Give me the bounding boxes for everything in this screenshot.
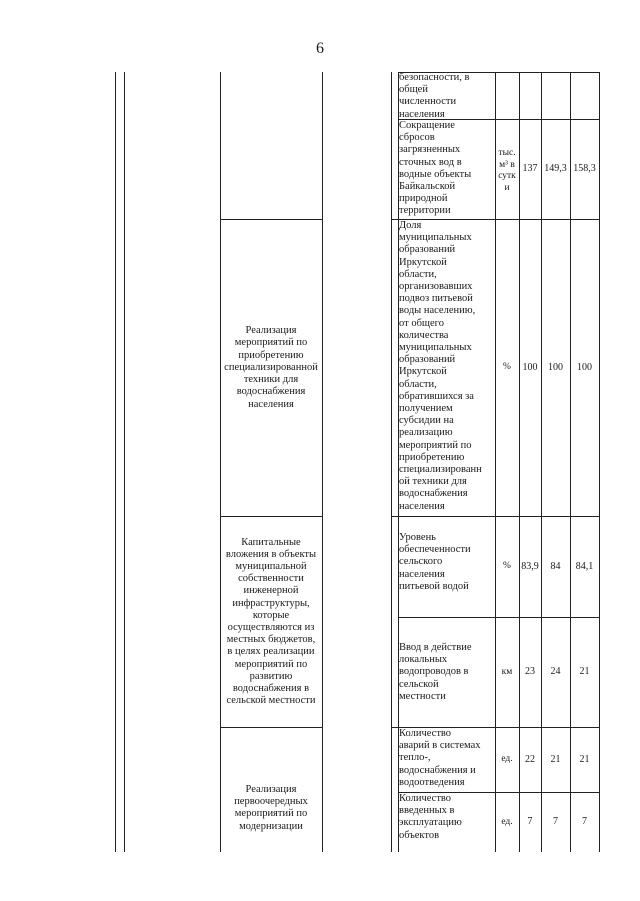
activity-cell: Реализация мероприятий по приобретению специализированной техники для водоснабжения населения xyxy=(224,325,318,410)
indicators-table xyxy=(115,72,599,852)
value-cell: 21 xyxy=(550,753,561,765)
activity-cell: Капитальные вложения в объекты муниципальной собственности инженерной инфраструктуры, которые осуществляются из местных бюджетов, в целях реализации мероприятий по развитию водоснабжения в сельской местности xyxy=(225,536,317,707)
indicator-name: безопасности, в общей численности населения xyxy=(399,72,470,120)
value-cell: 83,9 xyxy=(521,560,539,572)
value-cell: 84,1 xyxy=(575,560,594,572)
value-cell: 149,3 xyxy=(544,163,567,175)
unit-cell: км xyxy=(501,666,513,677)
value-cell: 22 xyxy=(525,753,535,765)
value-cell: 158,3 xyxy=(573,163,596,175)
value-cell: 7 xyxy=(527,816,533,828)
value-cell: 21 xyxy=(579,666,590,678)
unit-cell: ед. xyxy=(501,816,513,827)
indicator-name: Уровень обеспеченности сельского населения питьевой водой xyxy=(399,532,471,592)
activity-cell: Реализация первоочередных мероприятий по модернизации xyxy=(234,784,308,832)
value-cell: 100 xyxy=(522,361,538,373)
indicator-name: Количество введенных в эксплуатацию объектов xyxy=(399,793,462,841)
unit-cell: тыс. м³ в сутк и xyxy=(498,148,516,193)
unit-cell: ед. xyxy=(501,754,513,765)
value-cell: 23 xyxy=(525,666,535,678)
value-cell: 100 xyxy=(577,361,592,373)
value-cell: 7 xyxy=(553,816,558,828)
value-cell: 7 xyxy=(582,816,587,828)
unit-cell: % xyxy=(503,362,511,373)
value-cell: 100 xyxy=(548,361,563,373)
unit-cell: % xyxy=(503,561,511,572)
indicator-name: Количество аварий в системах тепло-, водоснабжения и водоотведения xyxy=(399,728,481,788)
page-number: 6 xyxy=(316,40,324,57)
indicator-name: Сокращение сбросов загрязненных сточных вод в водные объекты Байкальской природной территории xyxy=(399,120,472,217)
value-cell: 84 xyxy=(550,560,561,572)
value-cell: 137 xyxy=(522,163,538,175)
value-cell: 24 xyxy=(550,666,561,678)
indicator-name: Ввод в действие локальных водопроводов в сельской местности xyxy=(399,642,472,702)
indicator-name: Доля муниципальных образований Иркутской области, организовавших подвоз питьевой воды населению, от общего количества муниципальных образований Иркутской области, обратившихся за получением субсидии на реализацию мероприятий по приобретению специализированн ой техники для водоснабжения населения xyxy=(399,220,482,512)
value-cell: 21 xyxy=(579,753,590,765)
